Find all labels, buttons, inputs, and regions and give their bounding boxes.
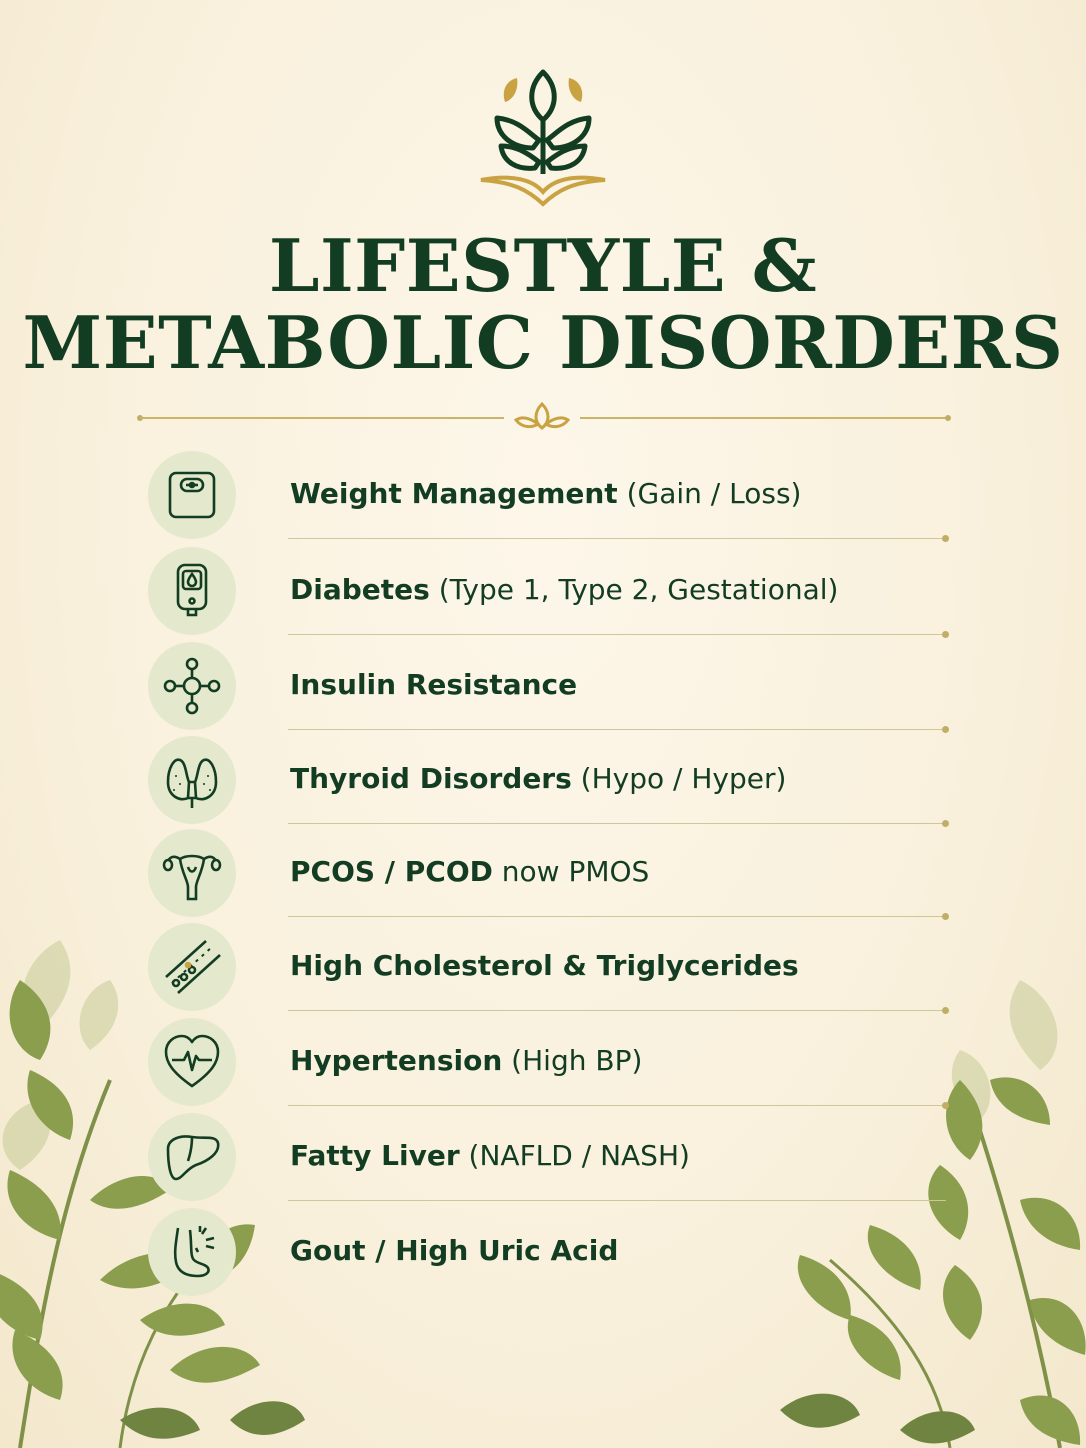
item-title: Hypertension [290,1044,503,1077]
row-divider-dot [942,631,949,638]
item-detail: (Gain / Loss) [617,477,802,510]
item-detail: (Type 1, Type 2, Gestational) [429,573,839,606]
list-item-weight-management [0,448,1086,542]
row-divider-dot [942,535,949,542]
item-title: Fatty Liver [290,1139,460,1172]
item-title: Gout / High Uric Acid [290,1234,619,1267]
list-item-thyroid-disorders [0,733,1086,827]
ornamental-divider [136,400,952,436]
row-divider [288,729,946,730]
row-divider-dot [942,913,949,920]
item-detail: (Hypo / Hyper) [571,762,787,795]
row-divider [288,1105,946,1106]
item-title: Weight Management [290,477,618,510]
row-divider [288,1200,946,1201]
row-divider [288,634,946,635]
list-item-high-cholesterol [0,920,1086,1014]
list-item-diabetes [0,544,1086,638]
heart-pulse-icon [148,1018,236,1106]
foot-pain-icon [148,1208,236,1296]
list-item-insulin-resistance [0,639,1086,733]
molecule-icon [148,642,236,730]
row-divider-dot [942,726,949,733]
list-item-hypertension [0,1015,1086,1109]
list-item-fatty-liver [0,1110,1086,1204]
row-divider [288,916,946,917]
tree-leaves-logo-icon [473,62,613,212]
row-divider [288,538,946,539]
list-item-gout [0,1205,1086,1299]
row-divider-dot [942,1007,949,1014]
weighing-scale-icon [148,451,236,539]
page-title-line-1: LIFESTYLE & [268,223,818,308]
liver-icon [148,1113,236,1201]
item-title: Insulin Resistance [290,668,578,701]
artery-plaque-icon [148,923,236,1011]
item-detail: (High BP) [502,1044,643,1077]
page-title-line-2: METABOLIC DISORDERS [22,300,1064,385]
item-title: High Cholesterol & Triglycerides [290,949,799,982]
list-item-pcos [0,826,1086,920]
row-divider [288,1010,946,1011]
thyroid-icon [148,736,236,824]
glucose-meter-icon [148,547,236,635]
item-detail: (NAFLD / NASH) [459,1139,690,1172]
uterus-icon [148,829,236,917]
row-divider-dot [942,1102,949,1109]
item-title: Thyroid Disorders [290,762,572,795]
item-title: PCOS / PCOD [290,855,493,888]
item-title: Diabetes [290,573,430,606]
row-divider [288,823,946,824]
item-detail: now PMOS [492,855,650,888]
